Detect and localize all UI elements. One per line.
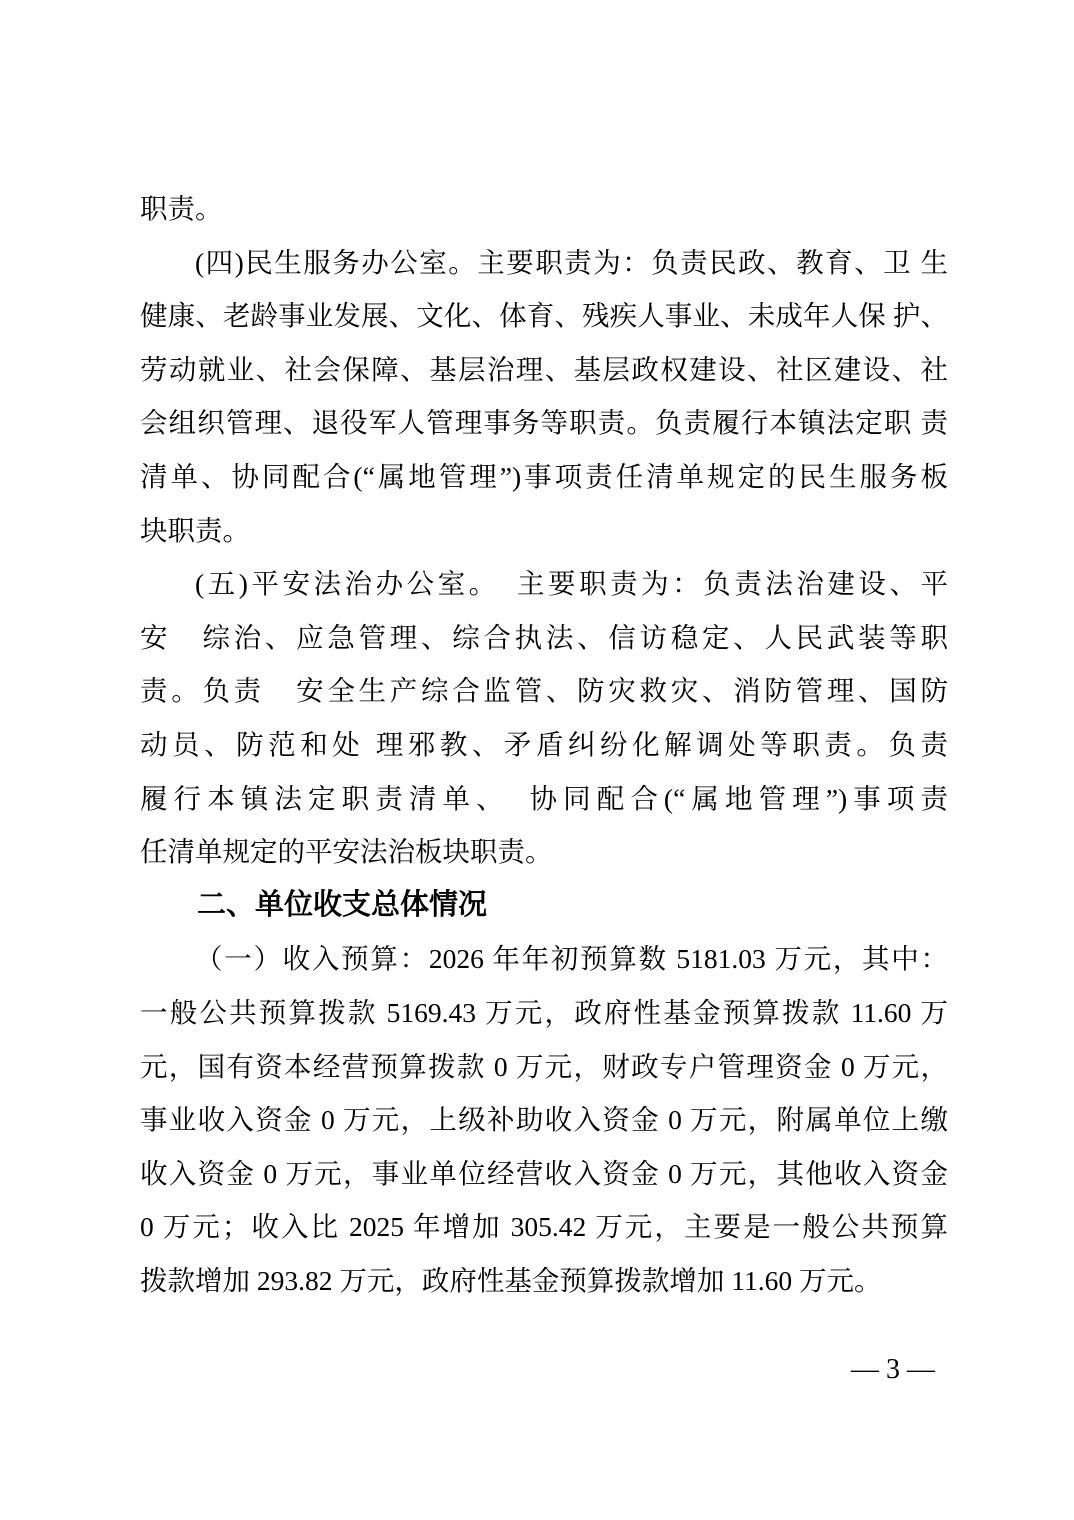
income-paragraph-line-2: 一般公共预算拨款 5169.43 万元，政府性基金预算拨款 11.60 万 bbox=[140, 996, 948, 1028]
item4-line-4: 会组织管理、退役军人管理事务等职责。负责履行本镇法定职 责 bbox=[140, 407, 948, 439]
income-paragraph-line-7: 拨款增加 293.82 万元，政府性基金预算拨款增加 11.60 万元。 bbox=[140, 1264, 882, 1296]
income-paragraph-line-5: 收入资金 0 万元，事业单位经营收入资金 0 万元，其他收入资金 bbox=[140, 1157, 948, 1189]
item5-line-3: 责。负责 安全生产综合监管、防灾救灾、消防管理、国防 bbox=[140, 675, 948, 707]
item5-line-2: 安 综治、应急管理、综合执法、信访稳定、人民武装等职 bbox=[140, 621, 948, 653]
item5-line-5: 履行本镇法定职责清单、 协同配合(“属地管理”)事项责 bbox=[140, 782, 948, 814]
item5-line-1: (五)平安法治办公室。 主要职责为：负责法治建设、平 bbox=[195, 568, 948, 600]
item4-line-1: (四)民生服务办公室。主要职责为：负责民政、教育、卫 生 bbox=[195, 246, 948, 278]
item5-line-6: 任清单规定的平安法治板块职责。 bbox=[140, 836, 553, 868]
income-paragraph-line-4: 事业收入资金 0 万元，上级补助收入资金 0 万元，附属单位上缴 bbox=[140, 1104, 948, 1136]
item5-line-4: 动员、防范和处 理邪教、矛盾纠纷化解调处等职责。负责 bbox=[140, 728, 948, 760]
item4-line-6: 块职责。 bbox=[140, 514, 250, 546]
income-paragraph-line-3: 元，国有资本经营预算拨款 0 万元，财政专户管理资金 0 万元， bbox=[140, 1050, 948, 1082]
section-2-heading: 二、单位收支总体情况 bbox=[197, 888, 488, 921]
income-paragraph-line-1: （一）收入预算：2026 年年初预算数 5181.03 万元，其中： bbox=[195, 943, 948, 975]
paragraph-3-closing-line: 职责。 bbox=[140, 193, 223, 224]
item4-line-3: 劳动就业、社会保障、基层治理、基层政权建设、社区建设、社 bbox=[140, 353, 948, 385]
page-content bbox=[140, 182, 948, 1307]
page-number: — 3 — bbox=[851, 1354, 935, 1385]
item4-line-2: 健康、老龄事业发展、文化、体育、残疾人事业、未成年人保 护、 bbox=[140, 300, 948, 332]
income-paragraph-line-6: 0 万元；收入比 2025 年增加 305.42 万元，主要是一般公共预算 bbox=[140, 1211, 948, 1243]
item4-line-5: 清单、协同配合(“属地管理”)事项责任清单规定的民生服务板 bbox=[140, 460, 948, 492]
